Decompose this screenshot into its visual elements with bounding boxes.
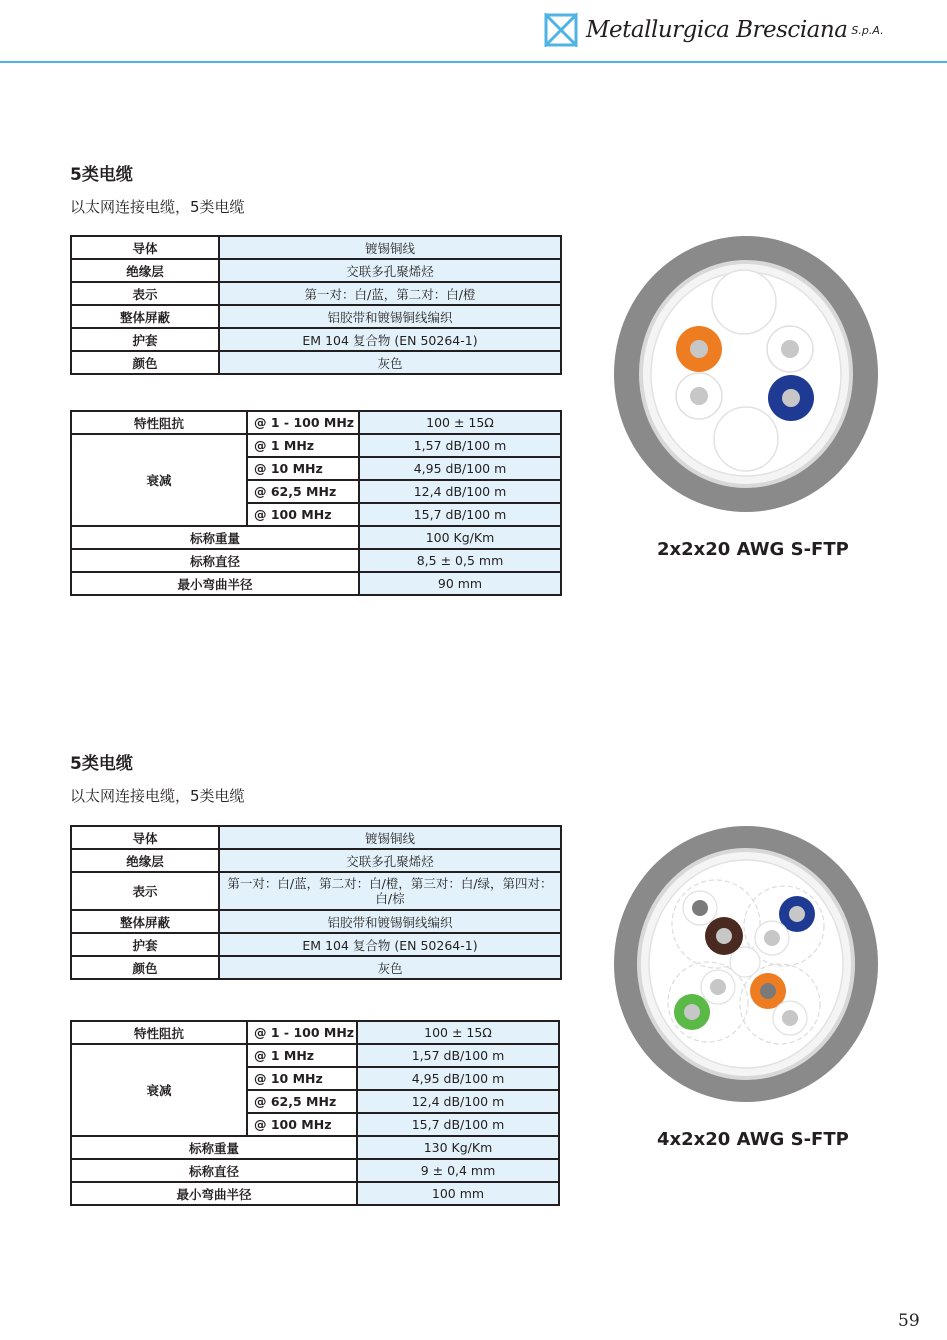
spec-label: 整体屏蔽 [71,305,219,328]
filler [714,407,778,471]
attenuation-value: 12,4 dB/100 m [359,480,561,503]
electrical-table [70,410,562,596]
table-row [71,259,561,282]
brand-suffix: S.p.A. [851,23,884,37]
bend-radius-label: 最小弯曲半径 [71,572,359,595]
table-row [71,1044,559,1067]
attenuation-freq: @ 1 MHz [247,1044,357,1067]
attenuation-value: 4,95 dB/100 m [357,1067,559,1090]
spec-label: 颜色 [71,956,219,979]
bend-radius-label: 最小弯曲半径 [71,1182,357,1205]
attenuation-value: 1,57 dB/100 m [357,1044,559,1067]
spec-value: 镀锡铜线 [219,236,561,259]
table-row [71,236,561,259]
attenuation-freq: @ 10 MHz [247,457,359,480]
table-row [71,872,561,910]
bend-radius-value: 90 mm [359,572,561,595]
header-divider [0,61,947,63]
weight-value: 100 Kg/Km [359,526,561,549]
spec-label: 整体屏蔽 [71,910,219,933]
attenuation-value: 4,95 dB/100 m [359,457,561,480]
table-row [71,826,561,849]
table-row [71,305,561,328]
spec-label: 表示 [71,282,219,305]
attenuation-label: 衰减 [71,1044,247,1136]
section-subtitle: 以太网连接电缆，5类电缆 [70,787,245,805]
spec-value: 灰色 [219,956,561,979]
spec-value: 灰色 [219,351,561,374]
table-row [71,956,561,979]
table-row [71,328,561,351]
table-row [71,1182,559,1205]
table-row [71,526,561,549]
table-row [71,282,561,305]
spec-value: 交联多孔聚烯烃 [219,259,561,282]
section-title: 5类电缆 [70,754,133,774]
spec-label: 导体 [71,826,219,849]
impedance-value: 100 ± 15Ω [359,411,561,434]
spec-label: 护套 [71,933,219,956]
table-row [71,1159,559,1182]
filler [712,270,776,334]
spec-label: 绝缘层 [71,259,219,282]
spec-label: 护套 [71,328,219,351]
table-row [71,933,561,956]
diameter-value: 8,5 ± 0,5 mm [359,549,561,572]
spec-label: 导体 [71,236,219,259]
cable-cross-section-4pair [612,824,880,1104]
spec-table [70,825,562,980]
brand-mark-icon [544,13,578,47]
attenuation-label: 衰减 [71,434,247,526]
diameter-label: 标称直径 [71,549,359,572]
spec-value: 第一对：白/蓝，第二对：白/橙 [219,282,561,305]
spec-label: 绝缘层 [71,849,219,872]
weight-label: 标称重量 [71,526,359,549]
impedance-label: 特性阻抗 [71,1021,247,1044]
attenuation-value: 12,4 dB/100 m [357,1090,559,1113]
table-row [71,849,561,872]
cable-cross-section-2pair [612,234,880,514]
weight-label: 标称重量 [71,1136,357,1159]
table-row [71,549,561,572]
table-row [71,434,561,457]
attenuation-freq: @ 1 MHz [247,434,359,457]
spec-value: 第一对：白/蓝，第二对：白/橙，第三对：白/绿，第四对：白/棕 [219,872,561,910]
attenuation-value: 15,7 dB/100 m [359,503,561,526]
attenuation-value: 15,7 dB/100 m [357,1113,559,1136]
attenuation-freq: @ 62,5 MHz [247,1090,357,1113]
spec-value: 交联多孔聚烯烃 [219,849,561,872]
brand-logo [544,10,884,50]
attenuation-freq: @ 62,5 MHz [247,480,359,503]
attenuation-freq: @ 10 MHz [247,1067,357,1090]
page-number: 59 [898,1311,920,1331]
impedance-value: 100 ± 15Ω [357,1021,559,1044]
table-row [71,572,561,595]
diameter-label: 标称直径 [71,1159,357,1182]
spec-value: 铝胶带和镀锡铜线编织 [219,305,561,328]
table-row [71,1136,559,1159]
cable-caption: 4x2x20 AWG S-FTP [657,1129,849,1150]
table-row [71,351,561,374]
spec-table [70,235,562,375]
impedance-freq: @ 1 - 100 MHz [247,1021,357,1044]
spec-value: 镀锡铜线 [219,826,561,849]
spec-value: EM 104 复合物 (EN 50264-1) [219,328,561,351]
attenuation-value: 1,57 dB/100 m [359,434,561,457]
spec-label: 颜色 [71,351,219,374]
cable-caption: 2x2x20 AWG S-FTP [657,539,849,560]
attenuation-freq: @ 100 MHz [247,1113,357,1136]
diameter-value: 9 ± 0,4 mm [357,1159,559,1182]
impedance-label: 特性阻抗 [71,411,247,434]
electrical-table [70,1020,560,1206]
table-row [71,411,561,434]
attenuation-freq: @ 100 MHz [247,503,359,526]
table-row [71,910,561,933]
spec-value: 铝胶带和镀锡铜线编织 [219,910,561,933]
impedance-freq: @ 1 - 100 MHz [247,411,359,434]
section-title: 5类电缆 [70,165,133,185]
table-row [71,1021,559,1044]
bend-radius-value: 100 mm [357,1182,559,1205]
spec-label: 表示 [71,872,219,910]
spec-value: EM 104 复合物 (EN 50264-1) [219,933,561,956]
brand-name: Metallurgica Bresciana [586,17,848,43]
section-subtitle: 以太网连接电缆，5类电缆 [70,198,245,216]
weight-value: 130 Kg/Km [357,1136,559,1159]
